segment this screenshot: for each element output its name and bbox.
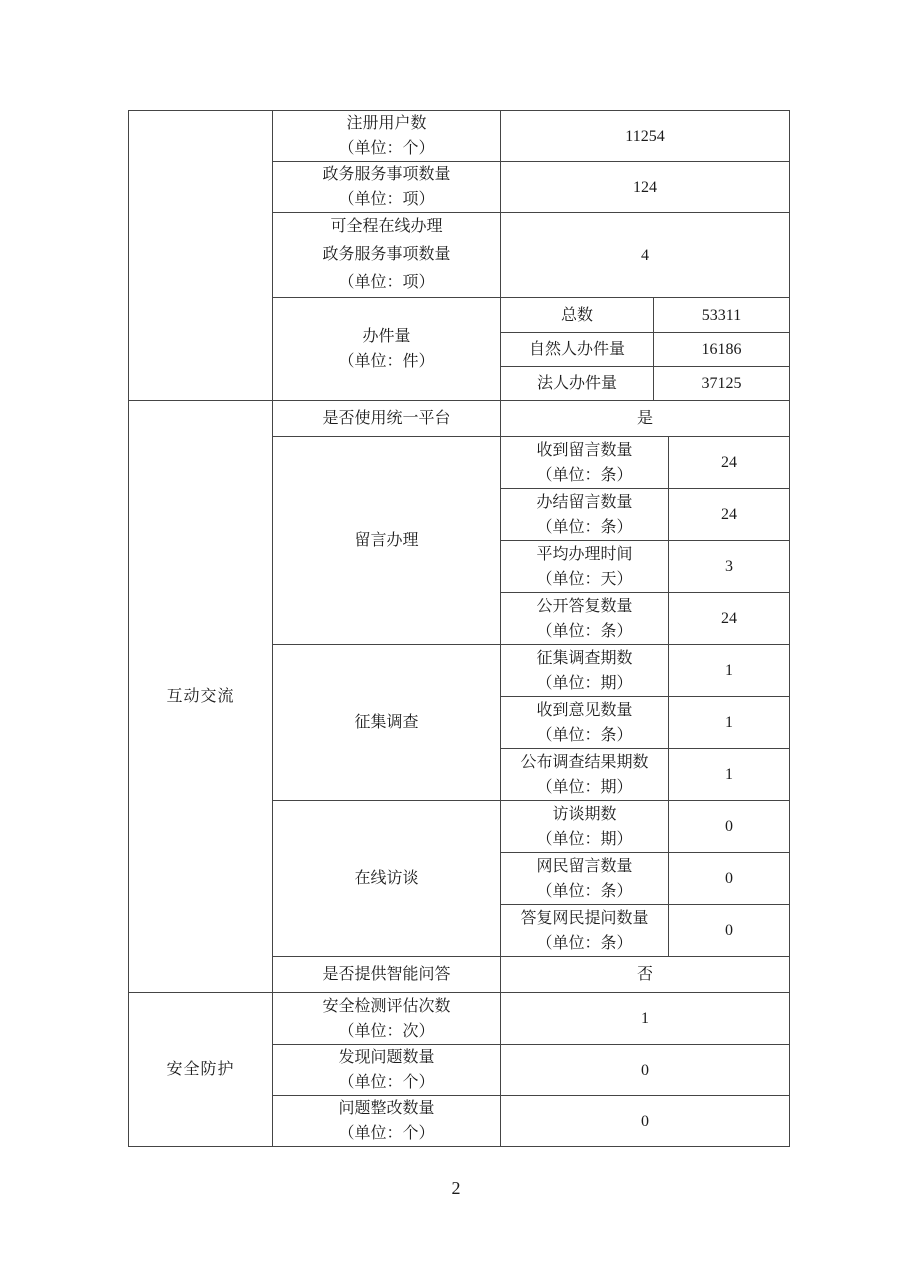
subrow-cases-natural-label: 自然人办件量	[501, 333, 654, 367]
statistics-table	[128, 110, 790, 1147]
item-unit: （单位：条）	[536, 466, 633, 484]
item-label: 征集调查期数	[536, 649, 633, 667]
subrow-interviews-netizen-messages-label	[501, 853, 669, 905]
subrow-interviews-replies-label	[501, 905, 669, 957]
row-problems-found-label	[273, 1045, 501, 1096]
page-number: 2	[451, 1178, 461, 1198]
item-label: 公布调查结果期数	[520, 753, 649, 771]
item-label: 安全检测评估次数	[322, 997, 451, 1015]
subrow-messages-avg-time-label	[501, 541, 669, 593]
subrow-messages-completed-label	[501, 489, 669, 541]
item-label: 政务服务事项数量	[322, 166, 451, 183]
category-cell-security: 安全防护	[129, 993, 273, 1147]
subrow-surveys-opinions-value: 1	[669, 697, 790, 749]
item-label: 问题整改数量	[338, 1100, 435, 1117]
subrow-cases-natural-value: 16186	[654, 333, 790, 367]
item-unit: （单位：条）	[536, 518, 633, 536]
subrow-messages-completed-value: 24	[669, 489, 790, 541]
row-cases-label	[273, 298, 501, 401]
subrow-surveys-periods-label	[501, 645, 669, 697]
row-online-items-value: 4	[501, 213, 790, 298]
row-unified-platform-value: 是	[501, 401, 790, 437]
item-label: 政务服务事项数量	[322, 246, 451, 263]
item-label: 收到留言数量	[536, 441, 633, 459]
row-security-checks-value: 1	[501, 993, 790, 1045]
group-messages-label: 留言办理	[273, 437, 501, 645]
item-unit: （单位：项）	[338, 191, 435, 208]
item-unit: （单位：天）	[536, 570, 633, 588]
item-label: 发现问题数量	[338, 1049, 435, 1066]
item-label: 访谈期数	[552, 805, 617, 823]
item-label: 平均办理时间	[536, 545, 633, 563]
row-security-checks-label	[273, 993, 501, 1045]
category-cell-blank	[129, 111, 273, 401]
item-label: 网民留言数量	[536, 857, 633, 875]
item-unit: （单位：期）	[536, 830, 633, 848]
item-unit: （单位：条）	[536, 934, 633, 952]
category-cell-interact: 互动交流	[129, 401, 273, 993]
item-unit: （单位：个）	[338, 1125, 435, 1142]
item-unit: （单位：条）	[536, 622, 633, 640]
item-unit: （单位：个）	[338, 140, 435, 157]
table-row	[129, 111, 790, 162]
row-registered-users-value: 11254	[501, 111, 790, 162]
row-registered-users-label	[273, 111, 501, 162]
subrow-cases-legal-label: 法人办件量	[501, 367, 654, 401]
item-unit: （单位：次）	[338, 1022, 435, 1040]
item-label: 答复网民提问数量	[520, 909, 649, 927]
item-unit: （单位：条）	[536, 882, 633, 900]
item-unit: （单位：期）	[536, 674, 633, 692]
subrow-messages-public-replies-value: 24	[669, 593, 790, 645]
subrow-cases-legal-value: 37125	[654, 367, 790, 401]
item-unit: （单位：个）	[338, 1074, 435, 1091]
subrow-interviews-periods-value: 0	[669, 801, 790, 853]
item-label: 办结留言数量	[536, 493, 633, 511]
subrow-surveys-results-label	[501, 749, 669, 801]
subrow-surveys-results-value: 1	[669, 749, 790, 801]
row-service-items-label	[273, 162, 501, 213]
subrow-cases-total-value: 53311	[654, 298, 790, 333]
subrow-surveys-opinions-label	[501, 697, 669, 749]
item-label: 收到意见数量	[536, 701, 633, 719]
row-online-items-label	[273, 213, 501, 298]
row-unified-platform-label: 是否使用统一平台	[273, 401, 501, 437]
subrow-messages-avg-time-value: 3	[669, 541, 790, 593]
subrow-cases-total-label: 总数	[501, 298, 654, 333]
row-service-items-value: 124	[501, 162, 790, 213]
row-problems-fixed-value: 0	[501, 1096, 790, 1147]
subrow-messages-received-value: 24	[669, 437, 790, 489]
row-smart-qa-value: 否	[501, 957, 790, 993]
item-label: 注册用户数	[346, 115, 427, 132]
row-smart-qa-label: 是否提供智能问答	[273, 957, 501, 993]
row-problems-found-value: 0	[501, 1045, 790, 1096]
item-label: 公开答复数量	[536, 597, 633, 615]
subrow-interviews-replies-value: 0	[669, 905, 790, 957]
table-row	[129, 993, 790, 1045]
item-label: 可全程在线办理	[330, 218, 443, 235]
subrow-interviews-netizen-messages-value: 0	[669, 853, 790, 905]
table-row	[129, 401, 790, 437]
row-problems-fixed-label	[273, 1096, 501, 1147]
subrow-surveys-periods-value: 1	[669, 645, 790, 697]
item-unit: （单位：件）	[338, 353, 435, 370]
item-label: 办件量	[362, 328, 411, 345]
item-unit: （单位：项）	[338, 274, 435, 291]
item-unit: （单位：期）	[536, 778, 633, 796]
item-unit: （单位：条）	[536, 726, 633, 744]
subrow-messages-public-replies-label	[501, 593, 669, 645]
group-interviews-label: 在线访谈	[273, 801, 501, 957]
group-surveys-label: 征集调查	[273, 645, 501, 801]
subrow-messages-received-label	[501, 437, 669, 489]
subrow-interviews-periods-label	[501, 801, 669, 853]
